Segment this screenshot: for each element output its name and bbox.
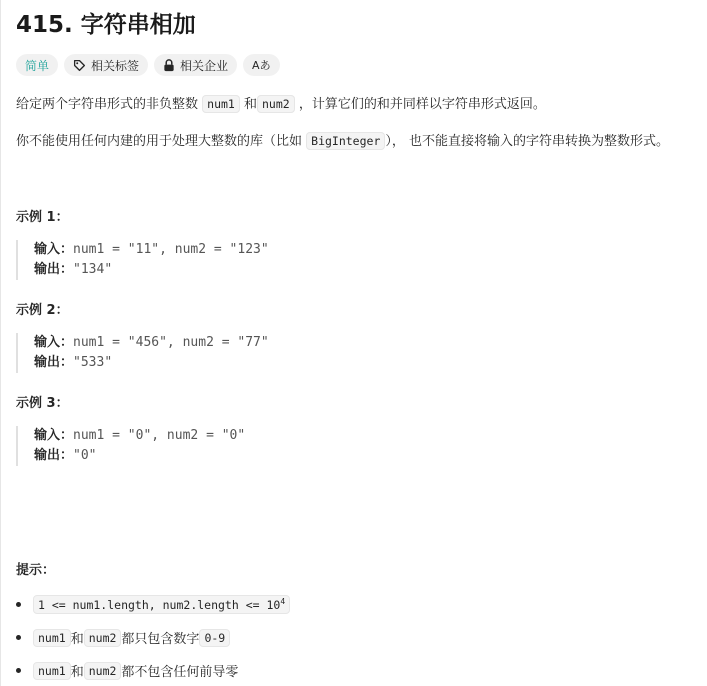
- example-3-output: [34, 446, 245, 466]
- code-num2: num2: [84, 629, 122, 647]
- difficulty-badge[interactable]: [16, 54, 58, 76]
- problem-title: 415. 字符串相加: [16, 12, 196, 38]
- example-1-block: [16, 240, 269, 280]
- related-companies-label: 相关企业: [180, 58, 229, 73]
- difficulty-label: 简单: [25, 58, 50, 73]
- constraint-1: [16, 595, 290, 614]
- constraint-3: [16, 661, 238, 680]
- bullet-dot: [16, 635, 21, 640]
- input-label: 输入：: [34, 335, 74, 350]
- example-2-block: [16, 333, 269, 373]
- constraint-1-exponent: 4: [280, 597, 286, 606]
- constraints-title: 提示：: [16, 563, 56, 578]
- bullet-dot: [16, 602, 21, 607]
- output-value: "134": [73, 262, 113, 277]
- input-value: num1 = "0", num2 = "0": [73, 428, 246, 443]
- code-num2: num2: [257, 95, 295, 113]
- example-1-output: [34, 260, 269, 280]
- related-tags-label: 相关标签: [91, 58, 140, 73]
- tag-bar: [16, 54, 280, 76]
- input-value: num1 = "11", num2 = "123": [73, 242, 269, 257]
- lock-icon: [163, 59, 175, 72]
- desc-text: ，计算它们的和并同样以字符串形式返回。: [294, 97, 546, 112]
- translate-icon: Aあ: [252, 59, 271, 72]
- tag-icon: [73, 59, 86, 72]
- output-value: "533": [73, 355, 113, 370]
- desc-text: ）， 也不能直接将输入的字符串转换为整数形式。: [385, 134, 670, 149]
- output-label: 输出：: [34, 355, 74, 370]
- constraint-1-code: [33, 595, 290, 614]
- code-digit-range: 0-9: [199, 629, 230, 647]
- example-3-title: 示例 3：: [16, 396, 69, 411]
- description-paragraph-1: [16, 94, 546, 115]
- example-2-title: 示例 2：: [16, 303, 69, 318]
- related-tags-button[interactable]: [64, 54, 148, 76]
- panel-border: [0, 0, 1, 686]
- example-2-input: [34, 333, 269, 353]
- translate-button[interactable]: [243, 54, 280, 76]
- output-value: "0": [73, 448, 97, 463]
- desc-text: 和: [239, 97, 257, 112]
- desc-text: 你不能使用任何内建的用于处理大整数的库（比如: [16, 134, 307, 149]
- constraint-2: [16, 628, 230, 647]
- example-1-title: 示例 1：: [16, 210, 69, 225]
- example-3-input: [34, 426, 245, 446]
- constraint-text: 和: [70, 632, 84, 647]
- constraint-text: 都不包含任何前导零: [121, 665, 239, 680]
- desc-text: 给定两个字符串形式的非负整数: [16, 97, 203, 112]
- constraint-1-text: 1 <= num1.length, num2.length <= 10: [38, 597, 281, 612]
- constraint-text: 和: [70, 665, 84, 680]
- code-num1: num1: [202, 95, 240, 113]
- input-label: 输入：: [34, 428, 74, 443]
- constraint-text: 都只包含数字: [121, 632, 200, 647]
- bullet-dot: [16, 668, 21, 673]
- output-label: 输出：: [34, 448, 74, 463]
- input-value: num1 = "456", num2 = "77": [73, 335, 269, 350]
- example-1-input: [34, 240, 269, 260]
- input-label: 输入：: [34, 242, 74, 257]
- description-paragraph-2: [16, 131, 669, 152]
- code-biginteger: BigInteger: [306, 132, 385, 150]
- code-num2: num2: [84, 662, 122, 680]
- code-num1: num1: [33, 629, 71, 647]
- example-3-block: [16, 426, 245, 466]
- related-companies-button[interactable]: [154, 54, 237, 76]
- example-2-output: [34, 353, 269, 373]
- output-label: 输出：: [34, 262, 74, 277]
- code-num1: num1: [33, 662, 71, 680]
